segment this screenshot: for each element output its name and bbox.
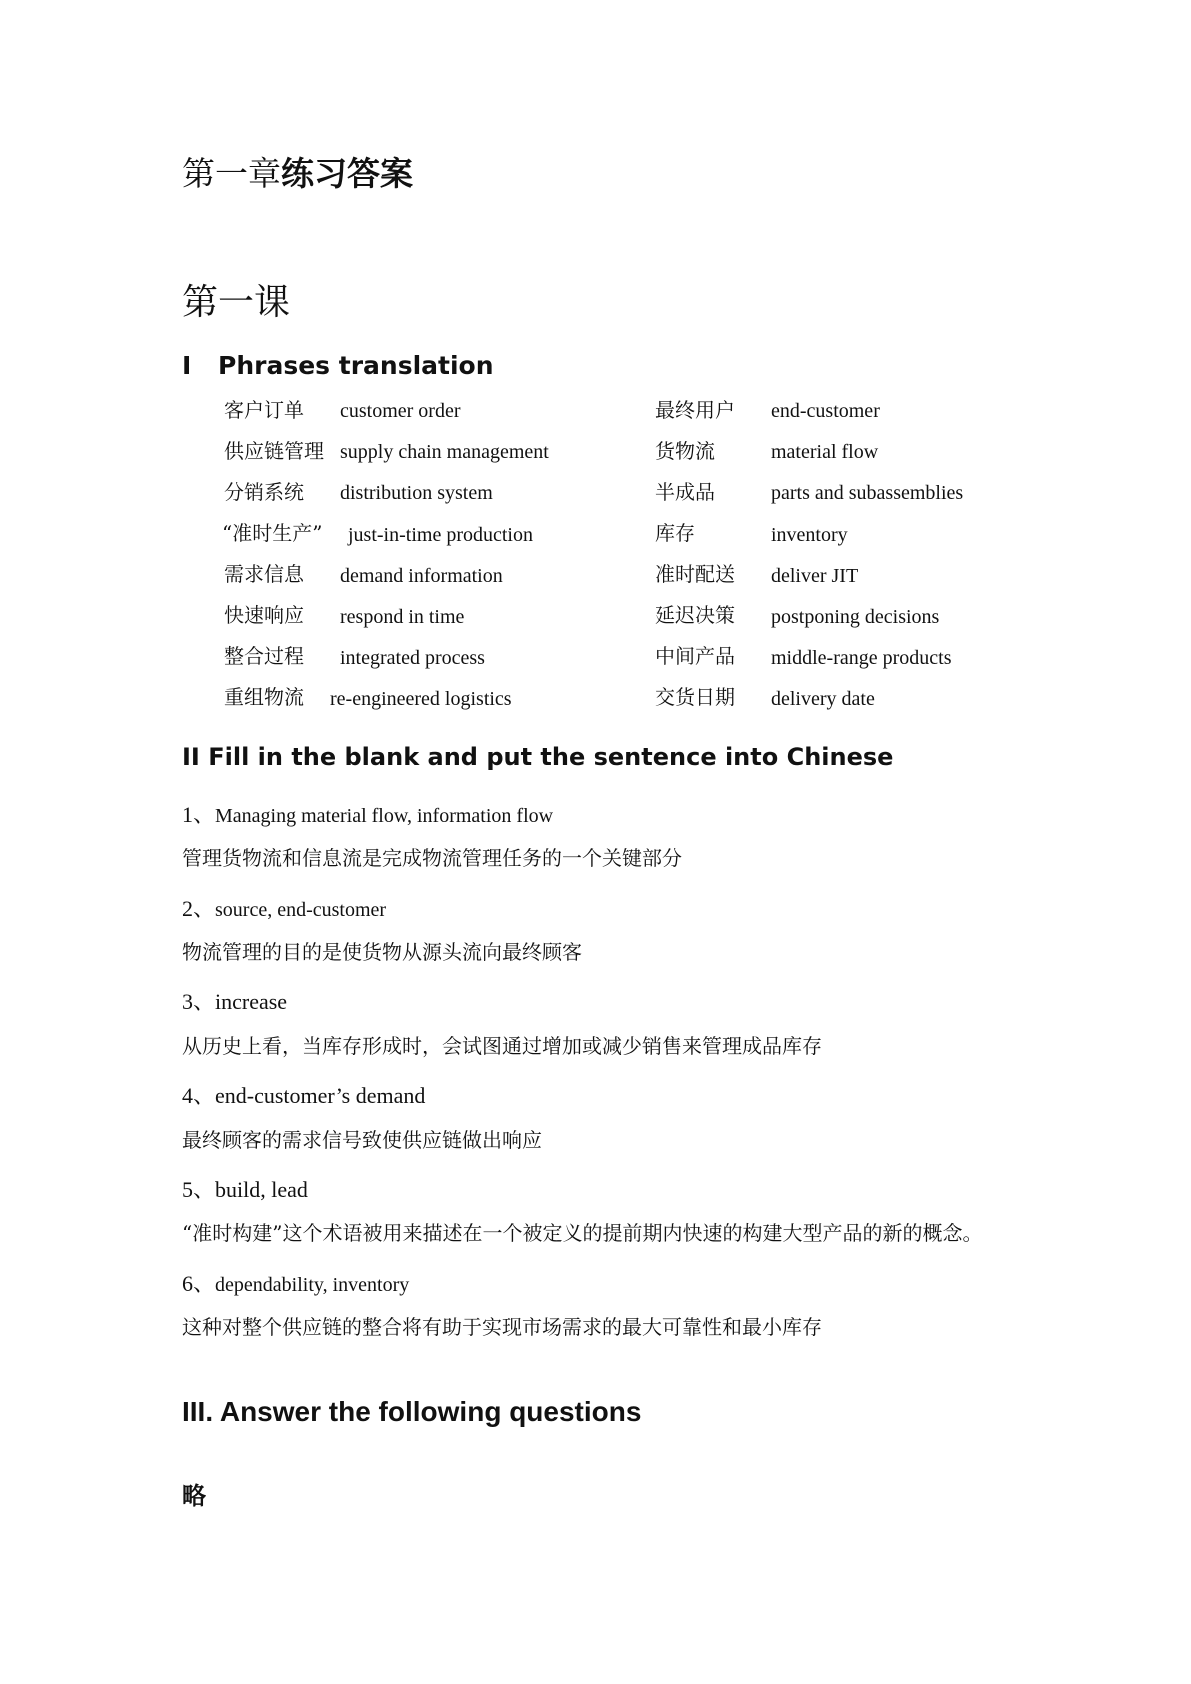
question-translation: 从历史上看，当库存形成时，会试图通过增加或减少销售来管理成品库存 bbox=[182, 1034, 822, 1058]
question-answer-line bbox=[182, 798, 553, 829]
phrase-left-zh: 快速响应 bbox=[224, 603, 304, 627]
phrase-right-en: delivery date bbox=[771, 688, 875, 710]
phrase-left-en: respond in time bbox=[340, 606, 465, 628]
phrase-right-en: inventory bbox=[771, 524, 848, 546]
phrase-right-zh: 半成品 bbox=[655, 480, 715, 504]
question-number: 6、 bbox=[182, 1271, 216, 1296]
phrase-right-zh: 最终用户 bbox=[655, 398, 735, 422]
phrase-left-en: supply chain management bbox=[340, 441, 549, 463]
section-1-heading bbox=[182, 350, 494, 382]
question-translation: 这种对整个供应链的整合将有助于实现市场需求的最大可靠性和最小库存 bbox=[182, 1315, 822, 1339]
question-answer-line bbox=[182, 892, 386, 923]
phrase-right-en: material flow bbox=[771, 441, 879, 463]
question-number: 5、 bbox=[182, 1177, 216, 1202]
question-translation: “准时构建”这个术语被用来描述在一个被定义的提前期内快速的构建大型产品的新的概念。 bbox=[182, 1221, 983, 1245]
chapter-title-normal: 第一章 bbox=[182, 154, 281, 193]
question-number: 1、 bbox=[182, 802, 216, 827]
section-1-number: I bbox=[182, 351, 192, 380]
question-answer: source, end-customer bbox=[215, 899, 387, 921]
phrase-right-zh: 货物流 bbox=[655, 439, 715, 463]
phrase-left-en: distribution system bbox=[340, 482, 493, 504]
phrase-left-en: demand information bbox=[340, 565, 503, 587]
question-translation: 物流管理的目的是使货物从源头流向最终顾客 bbox=[182, 940, 582, 964]
lesson-title: 第一课 bbox=[182, 282, 291, 323]
phrase-left-en: customer order bbox=[340, 400, 461, 422]
chapter-title-bold: 练习答案 bbox=[281, 154, 413, 193]
phrase-right-zh: 延迟决策 bbox=[655, 603, 735, 627]
phrase-right-zh: 交货日期 bbox=[655, 685, 735, 709]
question-answer-line bbox=[182, 1173, 308, 1204]
question-number: 3、 bbox=[182, 989, 216, 1014]
phrase-left-zh: 需求信息 bbox=[224, 562, 304, 586]
question-answer: Managing material flow, information flow bbox=[215, 805, 554, 827]
question-translation: 管理货物流和信息流是完成物流管理任务的一个关键部分 bbox=[182, 846, 682, 870]
phrase-right-zh: 准时配送 bbox=[655, 562, 735, 586]
phrase-right-en: end-customer bbox=[771, 400, 880, 422]
question-answer-line bbox=[182, 1079, 425, 1110]
phrase-right-en: postponing decisions bbox=[771, 606, 940, 628]
section-1-title: Phrases translation bbox=[218, 351, 494, 380]
question-answer-line bbox=[182, 1267, 409, 1298]
phrase-left-zh: 客户订单 bbox=[224, 398, 304, 422]
phrase-left-en: re-engineered logistics bbox=[330, 688, 512, 710]
question-answer: build, lead bbox=[215, 1177, 308, 1202]
phrase-right-en: parts and subassemblies bbox=[771, 482, 964, 504]
question-answer: increase bbox=[215, 989, 288, 1014]
chapter-title bbox=[182, 152, 413, 196]
phrase-right-en: deliver JIT bbox=[771, 565, 859, 587]
phrase-left-zh: “准时生产” bbox=[222, 521, 323, 545]
phrase-right-zh: 中间产品 bbox=[655, 644, 735, 668]
phrase-left-zh: 供应链管理 bbox=[224, 439, 324, 463]
question-answer: end-customer’s demand bbox=[215, 1083, 426, 1108]
question-number: 4、 bbox=[182, 1083, 216, 1108]
phrase-right-en: middle-range products bbox=[771, 647, 952, 669]
section-3-answer: 略 bbox=[182, 1481, 206, 1510]
question-answer-line bbox=[182, 985, 287, 1016]
section-3-heading: III. Answer the following questions bbox=[182, 1396, 642, 1427]
phrase-left-en: integrated process bbox=[340, 647, 485, 669]
phrase-left-zh: 分销系统 bbox=[224, 480, 304, 504]
phrase-left-zh: 重组物流 bbox=[224, 685, 304, 709]
phrase-right-zh: 库存 bbox=[655, 521, 695, 545]
phrase-left-en: just-in-time production bbox=[348, 524, 533, 546]
question-translation: 最终顾客的需求信号致使供应链做出响应 bbox=[182, 1128, 542, 1152]
question-answer: dependability, inventory bbox=[215, 1274, 410, 1296]
question-number: 2、 bbox=[182, 896, 216, 921]
section-2-heading: II Fill in the blank and put the sentence into Chinese bbox=[182, 743, 894, 771]
phrase-left-zh: 整合过程 bbox=[224, 644, 304, 668]
